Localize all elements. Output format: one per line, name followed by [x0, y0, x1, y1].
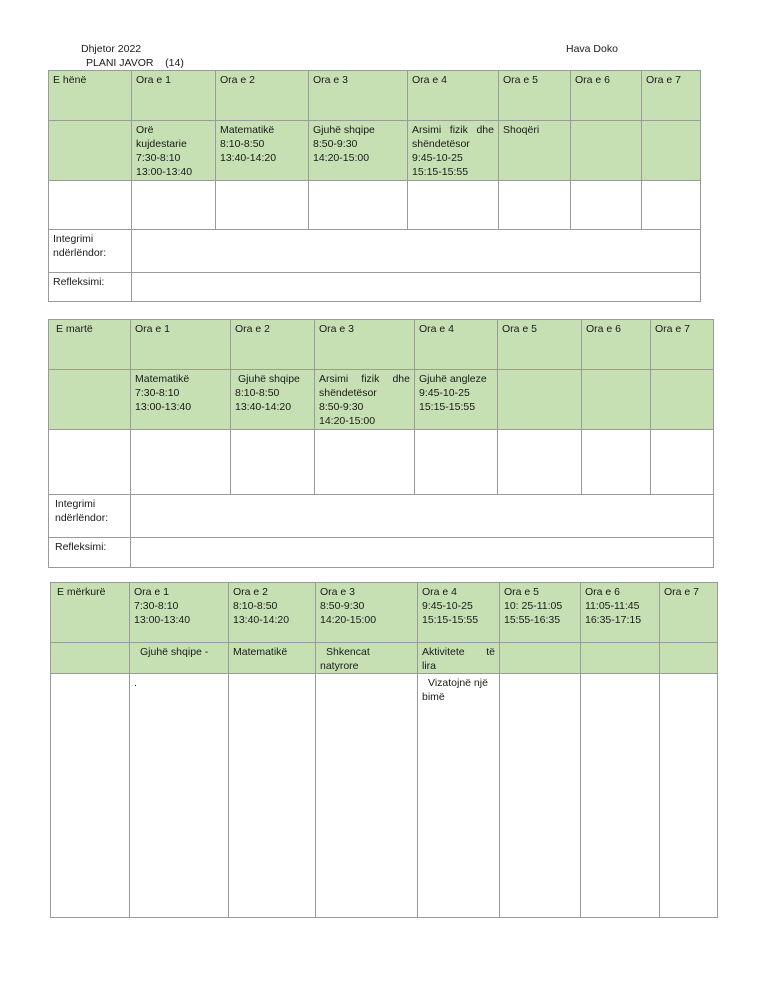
hour-header: Ora e 6 [571, 71, 642, 121]
subject-cell: Matematikë 8:10-8:50 13:40-14:20 [216, 121, 309, 181]
subject-cell: Aktivitete të lira [418, 643, 500, 674]
subject-cell: Gjuhë shqipe 8:10-8:50 13:40-14:20 [231, 370, 315, 430]
hour-header: Ora e 4 [415, 320, 498, 370]
empty-cell [49, 121, 132, 181]
monday-table [48, 70, 701, 302]
empty-cell [231, 430, 315, 495]
day-label: E martë [49, 320, 131, 370]
subject-cell: Shkencat natyrore [316, 643, 418, 674]
empty-cell [51, 674, 130, 918]
hour-header: Ora e 3 [309, 71, 408, 121]
wednesday-table [50, 582, 718, 918]
empty-cell [571, 181, 642, 230]
subject-cell: Arsimi fizik dhe shëndetësor 8:50-9:30 14:20-15:00 [315, 370, 415, 430]
hour-header: Ora e 3 [315, 320, 415, 370]
tuesday-table [48, 319, 714, 568]
subject-cell: Matematikë [229, 643, 316, 674]
empty-cell [581, 643, 660, 674]
empty-cell [581, 674, 660, 918]
note-cell[interactable] [316, 674, 418, 918]
empty-cell [498, 430, 582, 495]
reflection-label: Refleksimi: [49, 273, 132, 302]
reflection-field[interactable] [131, 538, 714, 568]
hour-header: Ora e 6 [582, 320, 651, 370]
empty-cell [49, 181, 132, 230]
subject-cell: Gjuhë shqipe 8:50-9:30 14:20-15:00 [309, 121, 408, 181]
note-cell[interactable]: Vizatojnë një bimë [418, 674, 500, 918]
empty-cell [660, 674, 718, 918]
plan-title: PLANI JAVOR (14) [86, 57, 184, 69]
empty-cell [651, 430, 714, 495]
empty-cell [498, 370, 582, 430]
subject-cell: Matematikë 7:30-8:10 13:00-13:40 [131, 370, 231, 430]
empty-cell [651, 370, 714, 430]
empty-cell [132, 181, 216, 230]
hour-header: Ora e 6 11:05-11:45 16:35-17:15 [581, 583, 660, 643]
hour-header: Ora e 5 [499, 71, 571, 121]
empty-cell [408, 181, 499, 230]
subject-cell: Shoqëri [499, 121, 571, 181]
day-label: E hënë [49, 71, 132, 121]
integration-label: Integrimi ndërlëndor: [49, 495, 131, 538]
empty-cell [582, 430, 651, 495]
hour-header: Ora e 4 [408, 71, 499, 121]
empty-cell [642, 121, 701, 181]
integration-label: Integrimi ndërlëndor: [49, 230, 132, 273]
day-label: E mërkurë [51, 583, 130, 643]
empty-cell [582, 370, 651, 430]
subject-cell: Gjuhë angleze 9:45-10-25 15:15-15:55 [415, 370, 498, 430]
hour-header: Ora e 1 7:30-8:10 13:00-13:40 [130, 583, 229, 643]
note-cell[interactable] [229, 674, 316, 918]
integration-field[interactable] [131, 495, 714, 538]
hour-header: Ora e 5 10: 25-11:05 15:55-16:35 [500, 583, 581, 643]
hour-header: Ora e 1 [132, 71, 216, 121]
note-cell[interactable]: . [130, 674, 229, 918]
empty-cell [131, 430, 231, 495]
empty-cell [315, 430, 415, 495]
empty-cell [642, 181, 701, 230]
subject-cell: Gjuhë shqipe - [130, 643, 229, 674]
empty-cell [49, 370, 131, 430]
empty-cell [571, 121, 642, 181]
empty-cell [49, 430, 131, 495]
empty-cell [216, 181, 309, 230]
subject-cell: Arsimi fizik dhe shëndetësor 9:45-10-25 15:15-15:55 [408, 121, 499, 181]
teacher-name: Hava Doko [566, 43, 618, 55]
hour-header: Ora e 3 8:50-9:30 14:20-15:00 [316, 583, 418, 643]
empty-cell [415, 430, 498, 495]
integration-field[interactable] [132, 230, 701, 273]
hour-header: Ora e 2 8:10-8:50 13:40-14:20 [229, 583, 316, 643]
empty-cell [51, 643, 130, 674]
empty-cell [500, 674, 581, 918]
reflection-label: Refleksimi: [49, 538, 131, 568]
hour-header: Ora e 5 [498, 320, 582, 370]
empty-cell [309, 181, 408, 230]
empty-cell [660, 643, 718, 674]
hour-header: Ora e 1 [131, 320, 231, 370]
subject-cell: Orë kujdestarie 7:30-8:10 13:00-13:40 [132, 121, 216, 181]
hour-header: Ora e 7 [642, 71, 701, 121]
hour-header: Ora e 2 [231, 320, 315, 370]
hour-header: Ora e 2 [216, 71, 309, 121]
hour-header: Ora e 7 [660, 583, 718, 643]
date-label: Dhjetor 2022 [81, 43, 142, 55]
hour-header: Ora e 7 [651, 320, 714, 370]
reflection-field[interactable] [132, 273, 701, 302]
hour-header: Ora e 4 9:45-10-25 15:15-15:55 [418, 583, 500, 643]
empty-cell [500, 643, 581, 674]
empty-cell [499, 181, 571, 230]
